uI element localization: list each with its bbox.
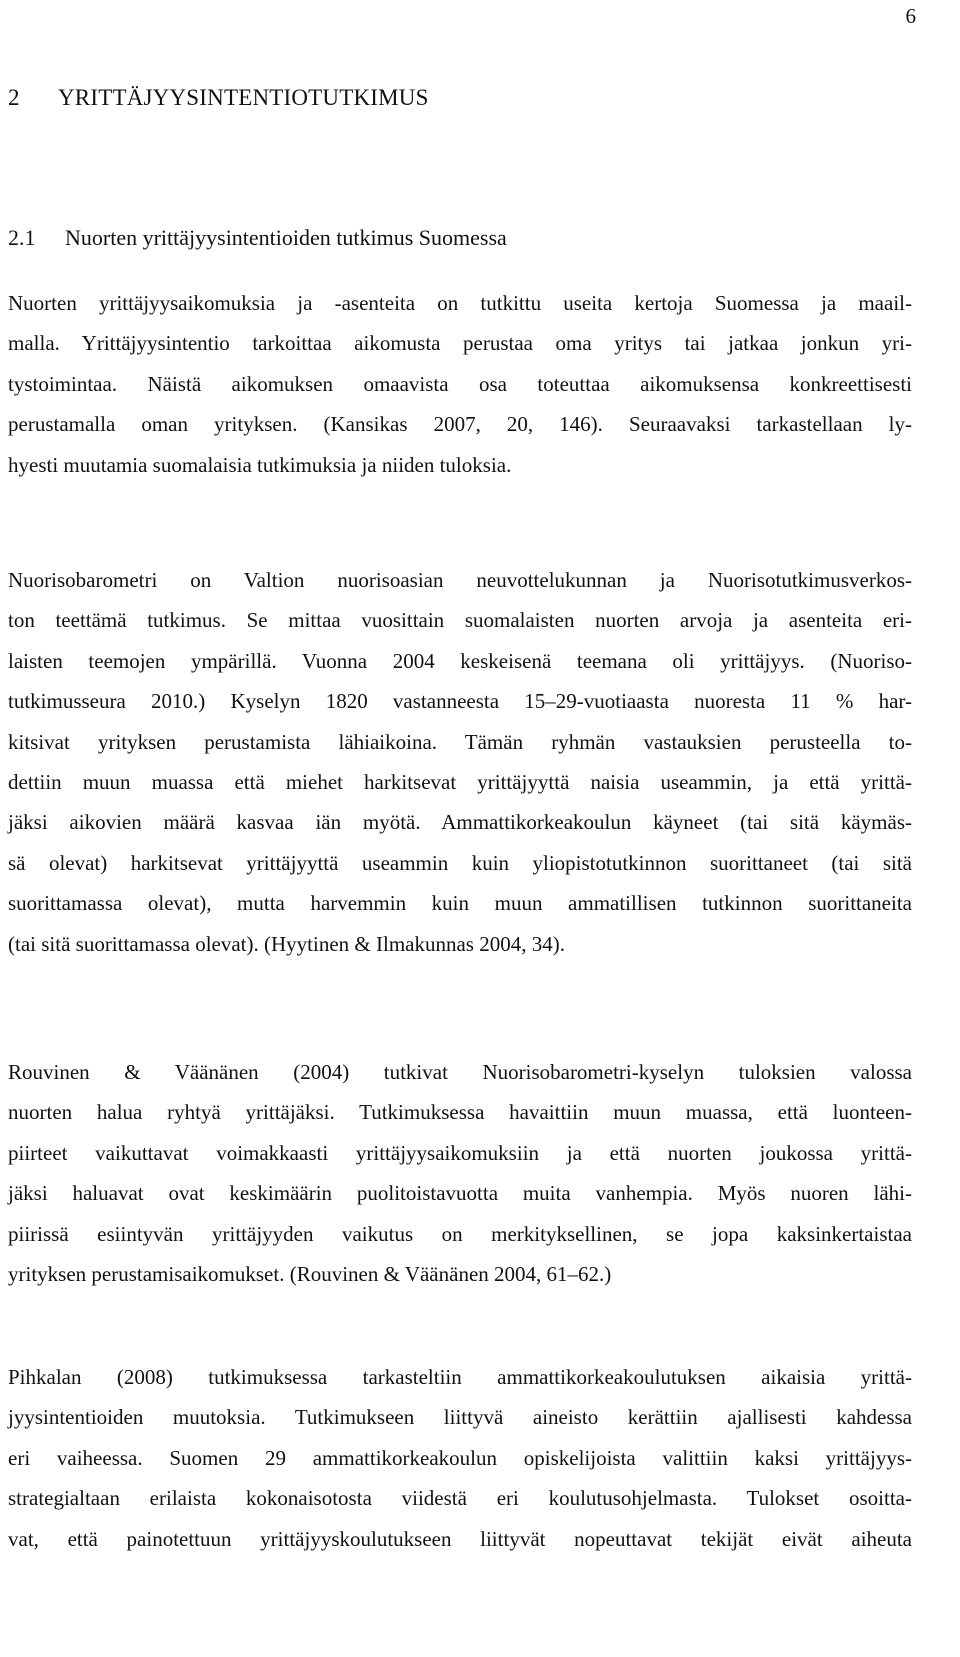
text-line: jäksi aikovien määrä kasvaa iän myötä. Ammattikorkeakoulun käyneet (tai sitä käymäs- [8, 810, 912, 835]
text-line: kitsivat yrityksen perustamista lähiaikoina. Tämän ryhmän vastauksien perusteella to- [8, 729, 912, 754]
text-line: yrityksen perustamisaikomukset. (Rouvinen & Väänänen 2004, 61–62.) [8, 1261, 612, 1286]
text-line: nuorten halua ryhtyä yrittäjäksi. Tutkimuksessa havaittiin muun muassa, että luonteen- [8, 1100, 912, 1125]
chapter-number: 2 [8, 85, 20, 110]
paragraph-nuorisobarometri [8, 560, 912, 964]
text-line: malla. Yrittäjyysintentio tarkoittaa aikomusta perustaa oma yritys tai jatkaa jonkun yri- [8, 331, 912, 356]
text-line: tutkimusseura 2010.) Kyselyn 1820 vastanneesta 15–29-vuotiaasta nuoresta 11 % har- [8, 689, 912, 714]
text-line: tystoimintaa. Näistä aikomuksen omaavista osa toteuttaa aikomuksensa konkreettisesti [8, 371, 912, 396]
chapter-title: YRITTÄJYYSINTENTIOTUTKIMUS [58, 85, 429, 110]
page-number: 6 [905, 4, 916, 28]
text-line: hyesti muutamia suomalaisia tutkimuksia ja niiden tuloksia. [8, 452, 512, 477]
text-line: ton teettämä tutkimus. Se mittaa vuosittain suomalaisten nuorten arvoja ja asenteita eri- [8, 608, 912, 633]
text-line: (tai sitä suorittamassa olevat). (Hyytinen & Ilmakunnas 2004, 34). [8, 931, 565, 956]
text-line: strategialtaan erilaista kokonaisotosta viidestä eri koulutusohjelmasta. Tulokset osoitta- [8, 1486, 912, 1511]
text-line: jäksi haluavat ovat keskimäärin puolitoistavuotta muita vanhempia. Myös nuoren lähi- [8, 1181, 912, 1206]
text-line: laisten teemojen ympärillä. Vuonna 2004 keskeisenä teemana oli yrittäjyys. (Nuoriso- [8, 648, 912, 673]
text-line: piirteet vaikuttavat voimakkaasti yrittäjyysaikomuksiin ja että nuorten joukossa yrittä- [8, 1140, 912, 1165]
text-line: Nuorten yrittäjyysaikomuksia ja -asenteita on tutkittu useita kertoja Suomessa ja maail- [8, 291, 912, 315]
text-line: Pihkalan (2008) tutkimuksessa tarkasteltiin ammattikorkeakoulutuksen aikaisia yrittä- [8, 1365, 912, 1389]
text-line: eri vaiheessa. Suomen 29 ammattikorkeakoulun opiskelijoista valittiin kaksi yrittäjyys- [8, 1445, 912, 1470]
text-line: sä olevat) harkitsevat yrittäjyyttä useammin kuin yliopistotutkinnon suorittaneet (tai sitä [8, 850, 912, 875]
paragraph-pihkala [8, 1357, 912, 1559]
text-line: Nuorisobarometri on Valtion nuorisoasian neuvottelukunnan ja Nuorisotutkimusverkos- [8, 568, 912, 592]
paragraph-rouvinen [8, 1052, 912, 1294]
text-line: dettiin muun muassa että miehet harkitsevat yrittäjyyttä naisia useammin, ja että yrittä- [8, 769, 912, 794]
chapter-heading [8, 84, 429, 112]
section-title: Nuorten yrittäjyysintentioiden tutkimus Suomessa [65, 225, 507, 250]
text-line: jyysintentioiden muutoksia. Tutkimukseen liittyvä aineisto kerättiin ajallisesti kahdessa [8, 1405, 912, 1430]
section-number: 2.1 [8, 225, 36, 250]
text-line: vat, että painotettuun yrittäjyyskoulutukseen liittyvät nopeuttavat tekijät eivät aiheuta [8, 1526, 912, 1551]
text-line: suorittamassa olevat), mutta harvemmin kuin muun ammatillisen tutkinnon suorittaneita [8, 891, 912, 916]
paragraph-intro [8, 283, 912, 485]
text-line: Rouvinen & Väänänen (2004) tutkivat Nuorisobarometri-kyselyn tuloksien valossa [8, 1060, 912, 1084]
text-line: piirissä esiintyvän yrittäjyyden vaikutus on merkityksellinen, se jopa kaksinkertaistaa [8, 1221, 912, 1246]
section-heading [8, 224, 507, 252]
text-line: perustamalla oman yrityksen. (Kansikas 2007, 20, 146). Seuraavaksi tarkastellaan ly- [8, 412, 912, 437]
